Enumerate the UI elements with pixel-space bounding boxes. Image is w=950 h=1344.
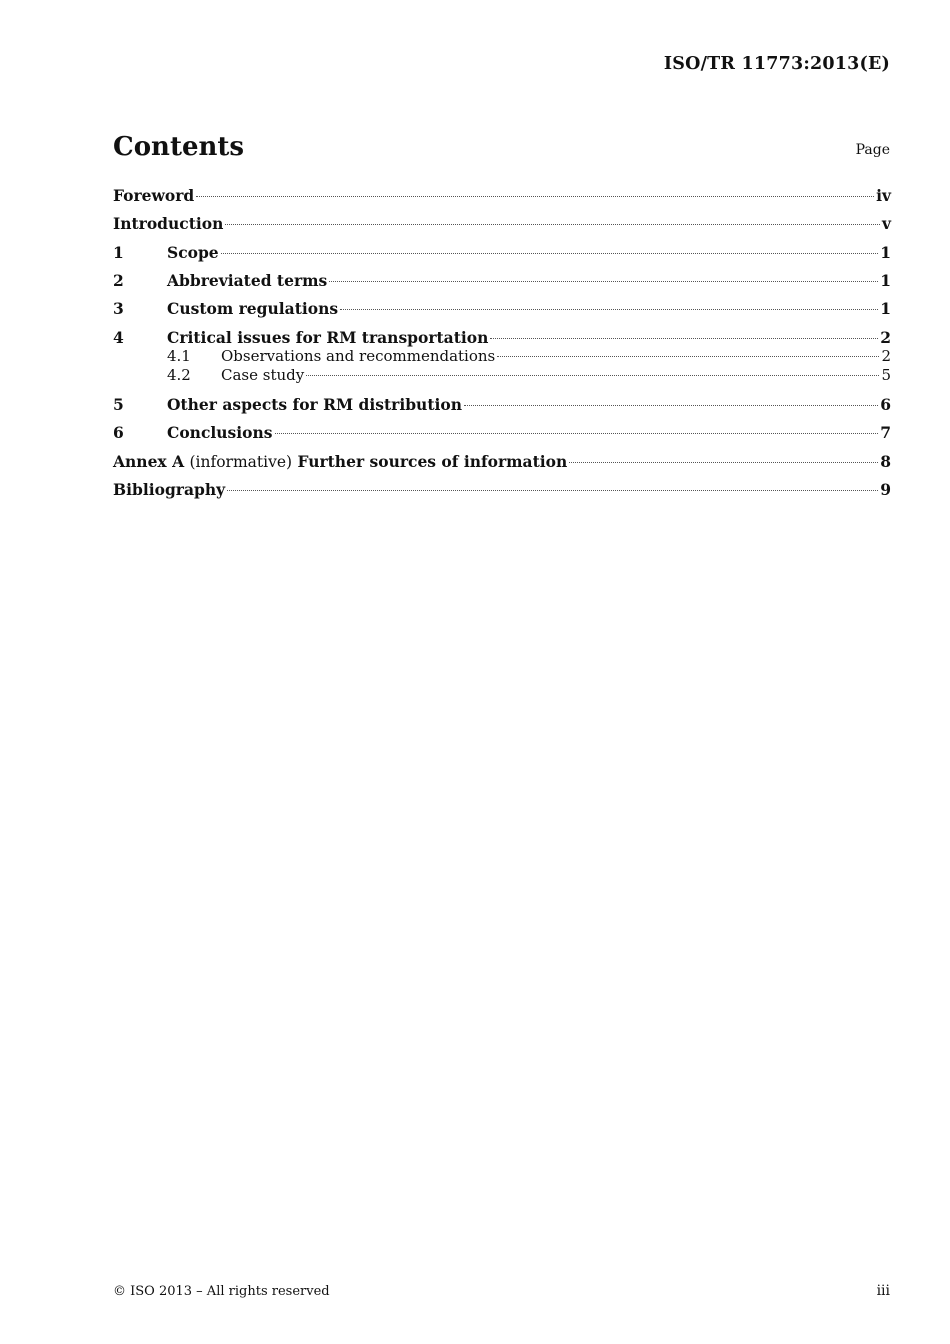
dot-leader bbox=[464, 405, 878, 406]
toc-entry-title: Bibliography bbox=[113, 480, 226, 499]
toc-entry-page: v bbox=[881, 214, 891, 233]
toc-entry-foreword[interactable] bbox=[113, 186, 891, 206]
toc-entry-page: 2 bbox=[880, 328, 891, 347]
toc-entry-page: 5 bbox=[881, 366, 891, 384]
toc-entry-bibliography[interactable] bbox=[113, 480, 891, 500]
annex-label: Annex A bbox=[113, 452, 185, 471]
dot-leader bbox=[221, 253, 879, 254]
toc-entry-other-aspects[interactable] bbox=[113, 395, 891, 415]
dot-leader bbox=[329, 281, 878, 282]
toc-entry-page: 8 bbox=[880, 452, 891, 471]
toc-entry-title: Critical issues for RM transportation bbox=[167, 328, 489, 347]
toc-entry-title bbox=[113, 452, 567, 472]
toc-entry-critical-issues[interactable] bbox=[113, 328, 891, 348]
toc-entry-page: 2 bbox=[881, 347, 891, 365]
footer-copyright: © ISO 2013 – All rights reserved bbox=[113, 1284, 330, 1299]
toc-entry-custom-regulations[interactable] bbox=[113, 299, 891, 319]
table-of-contents bbox=[113, 0, 891, 1344]
dot-leader bbox=[227, 490, 878, 491]
dot-leader bbox=[569, 462, 878, 463]
dot-leader bbox=[497, 356, 879, 357]
toc-entry-number: 1 bbox=[113, 243, 124, 262]
toc-entry-title: Scope bbox=[167, 243, 219, 262]
toc-entry-number: 2 bbox=[113, 271, 124, 290]
footer-page-number: iii bbox=[876, 1283, 890, 1299]
toc-entry-title: Conclusions bbox=[167, 423, 273, 442]
dot-leader bbox=[490, 338, 878, 339]
toc-entry-annex-a[interactable] bbox=[113, 452, 891, 472]
toc-entry-title: Other aspects for RM distribution bbox=[167, 395, 462, 414]
document-id: ISO/TR 11773:2013(E) bbox=[663, 54, 890, 74]
toc-entry-page: 6 bbox=[880, 395, 891, 414]
annex-type: (informative) bbox=[189, 453, 293, 471]
toc-entry-number: 5 bbox=[113, 395, 124, 414]
dot-leader bbox=[340, 309, 878, 310]
contents-heading: Contents bbox=[113, 132, 245, 162]
toc-entry-number: 4.1 bbox=[167, 347, 191, 365]
toc-entry-number: 4.2 bbox=[167, 366, 191, 384]
toc-entry-title: Foreword bbox=[113, 186, 195, 205]
toc-entry-number: 3 bbox=[113, 299, 124, 318]
toc-entry-scope[interactable] bbox=[113, 243, 891, 263]
dot-leader bbox=[275, 433, 879, 434]
toc-entry-page: 9 bbox=[880, 480, 891, 499]
toc-entry-page: 1 bbox=[880, 299, 891, 318]
toc-entry-title: Custom regulations bbox=[167, 299, 339, 318]
toc-entry-page: iv bbox=[876, 186, 891, 205]
toc-entry-number: 6 bbox=[113, 423, 124, 442]
toc-entry-observations[interactable] bbox=[113, 347, 891, 366]
annex-title: Further sources of information bbox=[297, 452, 568, 471]
dot-leader bbox=[225, 224, 880, 225]
toc-entry-number: 4 bbox=[113, 328, 124, 347]
dot-leader bbox=[306, 375, 879, 376]
toc-entry-case-study[interactable] bbox=[113, 366, 891, 385]
toc-entry-title: Observations and recommendations bbox=[221, 347, 496, 365]
toc-entry-title: Abbreviated terms bbox=[167, 271, 328, 290]
dot-leader bbox=[196, 196, 874, 197]
toc-entry-conclusions[interactable] bbox=[113, 423, 891, 443]
toc-entry-introduction[interactable] bbox=[113, 214, 891, 234]
toc-entry-title: Case study bbox=[221, 366, 305, 384]
toc-entry-page: 1 bbox=[880, 271, 891, 290]
toc-entry-page: 7 bbox=[880, 423, 891, 442]
toc-entry-page: 1 bbox=[880, 243, 891, 262]
toc-entry-title: Introduction bbox=[113, 214, 224, 233]
page-column-label: Page bbox=[855, 142, 890, 158]
toc-entry-abbreviated-terms[interactable] bbox=[113, 271, 891, 291]
